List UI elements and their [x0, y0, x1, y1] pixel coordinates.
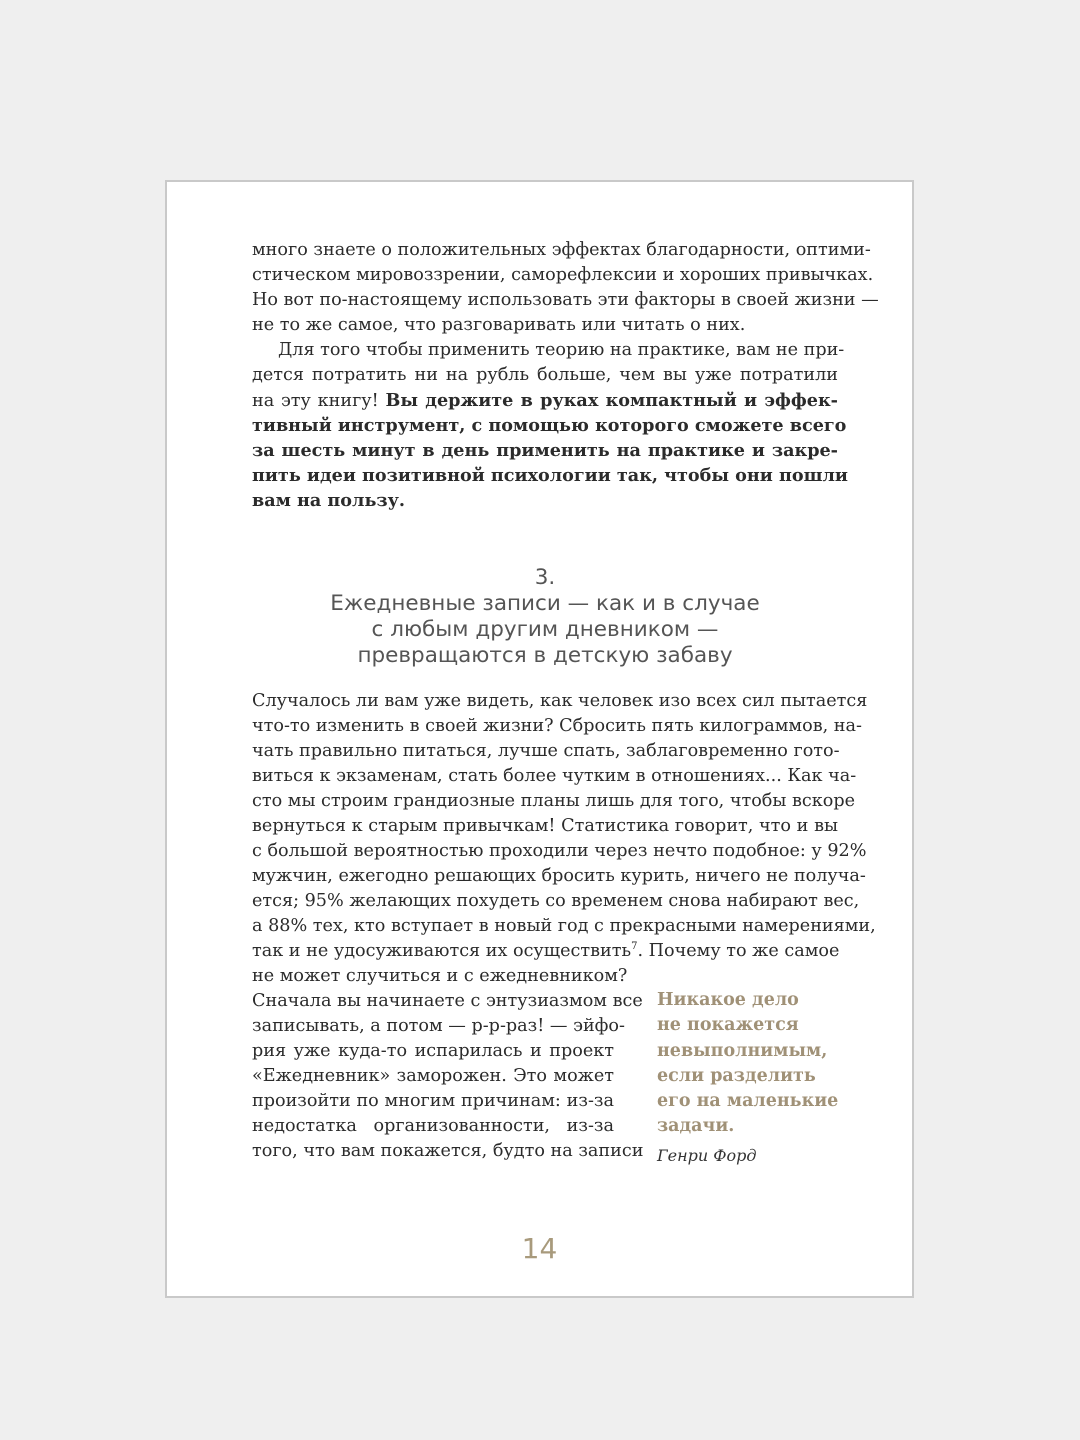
- fourth-line: записывать, а потом — р-р-раз! — эйфо-: [252, 1016, 625, 1036]
- third-paragraph: [252, 689, 876, 989]
- second-mixed-line: [252, 388, 838, 413]
- section-title-line: Ежедневные записи — как и в случае: [330, 591, 760, 616]
- third-line: виться к экзаменам, стать более чутким в отношениях... Как ча-: [252, 766, 857, 786]
- third-line: мужчин, ежегодно решающих бросить курить, ничего не получа-: [252, 866, 866, 886]
- second-bold-line: пить идеи позитивной психологии так, чтобы они пошли: [252, 465, 848, 486]
- third-line: вернуться к старым привычкам! Статистика говорит, что и вы: [252, 816, 838, 836]
- third-line: что-то изменить в своей жизни? Сбросить пять килограммов, на-: [252, 716, 862, 736]
- intro-line: много знаете о положительных эффектах благодарности, оптими-: [252, 240, 871, 260]
- third-line: чать правильно питаться, лучше спать, заблаговременно гото-: [252, 741, 840, 761]
- second-paragraph: [252, 338, 848, 513]
- quote-line: задачи.: [657, 1116, 735, 1137]
- second-bold-line: тивный инструмент, с помощью которого сможете всего: [252, 415, 847, 436]
- quote-line: если разделить: [657, 1065, 816, 1086]
- second-line: дется потратить ни на рубль больше, чем вы уже потратили: [252, 365, 838, 385]
- quote-line: его на маленькие: [657, 1091, 839, 1112]
- fourth-line: рия уже куда-то испарилась и проект: [252, 1041, 614, 1061]
- second-mixed-bold: Вы держите в руках компактный и эффек-: [385, 390, 838, 411]
- second-bold-line: за шесть минут в день применить на практике и закре-: [252, 440, 838, 461]
- fourth-line: произойти по многим причинам: из-за: [252, 1091, 614, 1111]
- intro-line: стическом мировоззрении, саморефлексии и хороших привычках.: [252, 265, 874, 285]
- quote-line: невыполнимым,: [657, 1040, 828, 1061]
- third-footnote-line: [252, 939, 838, 964]
- section-heading: [252, 565, 838, 669]
- section-title-line: с любым другим дневником —: [371, 617, 719, 642]
- section-number: 3.: [534, 565, 556, 590]
- third-line: Случалось ли вам уже видеть, как человек изо всех сил пытается: [252, 691, 868, 711]
- third-footnote-rest: . Почему то же самое: [637, 941, 840, 961]
- page-number: 14: [521, 1232, 558, 1265]
- intro-line: не то же самое, что разговаривать или читать о них.: [252, 315, 746, 335]
- third-line: ется; 95% желающих похудеть со временем снова набирают вес,: [252, 891, 860, 911]
- fourth-line: Сначала вы начинаете с энтузиазмом все: [252, 991, 643, 1011]
- fourth-line: того, что вам покажется, будто на записи: [252, 1141, 644, 1161]
- quote-author: Генри Форд: [657, 1145, 757, 1165]
- section-title-line: превращаются в детскую забаву: [357, 643, 733, 668]
- third-line: с большой вероятностью проходили через нечто подобное: у 92%: [252, 841, 867, 861]
- pull-quote: [657, 988, 847, 1165]
- second-bold-line: вам на пользу.: [252, 490, 406, 511]
- book-page: [165, 180, 914, 1298]
- intro-paragraph: [252, 238, 879, 338]
- fourth-line: недостатка организованности, из-за: [252, 1116, 614, 1136]
- third-line: сто мы строим грандиозные планы лишь для того, чтобы вскоре: [252, 791, 856, 811]
- quote-line: не покажется: [657, 1015, 799, 1036]
- fourth-line: «Ежедневник» заморожен. Это может: [252, 1066, 614, 1086]
- third-line: а 88% тех, кто вступает в новый год с прекрасными намерениями,: [252, 916, 876, 936]
- second-line: Для того чтобы применить теорию на практике, вам не при-: [278, 340, 845, 360]
- intro-line: Но вот по-настоящему использовать эти факторы в своей жизни —: [252, 290, 879, 310]
- fourth-paragraph: [252, 989, 644, 1164]
- third-footnote-text: так и не удосуживаются их осуществить: [252, 941, 632, 961]
- footnote-mark: 7: [631, 941, 638, 953]
- second-mixed-regular: на эту книгу!: [252, 391, 386, 411]
- third-line: не может случиться и с ежедневником?: [252, 966, 628, 986]
- quote-line: Никакое дело: [657, 990, 799, 1010]
